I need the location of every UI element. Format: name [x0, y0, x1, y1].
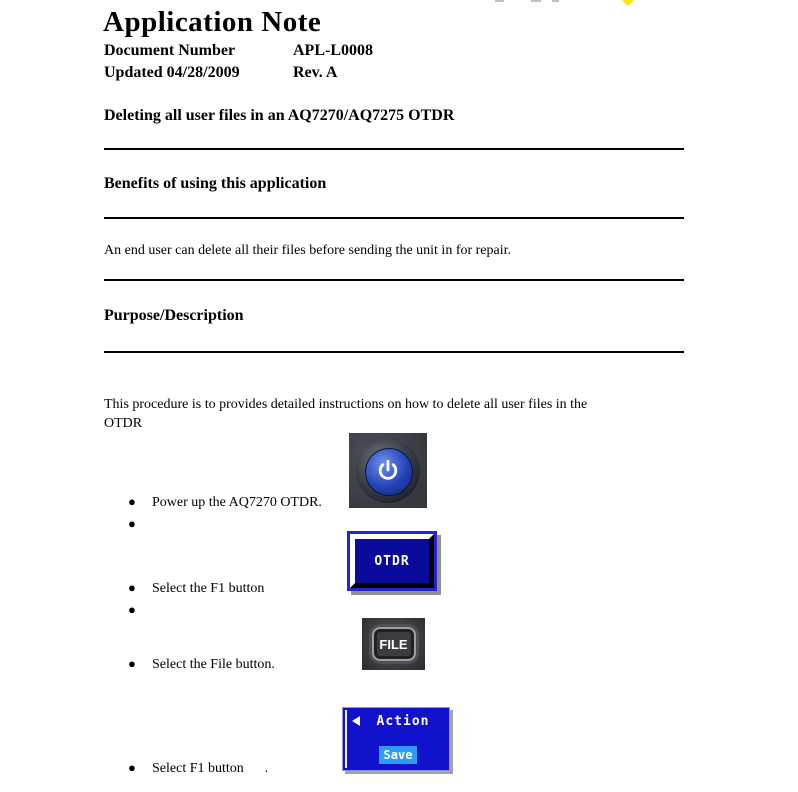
step-label: Power up the AQ7270 OTDR.	[152, 495, 322, 510]
purpose-body-text: This procedure is to provides detailed instructions on how to delete all user files in the OTDR	[104, 397, 588, 431]
power-icon	[375, 458, 401, 484]
divider	[104, 148, 684, 150]
page-edge-fragment	[495, 0, 504, 2]
revision: Rev. A	[293, 64, 338, 81]
action-menu-image	[342, 707, 450, 771]
updated-date: Updated 04/28/2009	[104, 64, 240, 81]
list-item	[128, 760, 268, 777]
divider	[104, 217, 684, 219]
bullet-icon: ●	[128, 494, 136, 509]
bullet-icon: ●	[128, 602, 136, 617]
logo-fragment-icon	[622, 0, 634, 6]
page-edge-fragment	[531, 0, 541, 2]
page-title: Application Note	[103, 6, 322, 38]
page-edge-fragment	[552, 0, 559, 2]
list-item	[128, 494, 322, 511]
step-label: Select F1 button .	[152, 761, 269, 776]
file-key-image	[362, 618, 425, 670]
file-key-cap	[372, 627, 416, 661]
divider	[104, 351, 684, 353]
otdr-softkey-label: OTDR	[374, 553, 410, 569]
list-item	[128, 602, 152, 619]
otdr-softkey-bevel	[350, 534, 434, 588]
action-menu-title: Action	[376, 714, 430, 729]
list-item	[128, 580, 264, 597]
bullet-icon: ●	[128, 580, 136, 595]
list-item	[128, 656, 275, 673]
save-menu-item-label: Save	[383, 748, 413, 762]
document-subject: Deleting all user files in an AQ7270/AQ7275 OTDR	[104, 107, 455, 124]
save-menu-item	[379, 746, 417, 764]
power-button-image	[349, 433, 427, 508]
otdr-softkey-image	[347, 531, 437, 591]
section-heading-purpose: Purpose/Description	[104, 307, 244, 324]
bullet-icon: ●	[128, 760, 136, 775]
list-item	[128, 516, 152, 533]
step-label: Select the F1 button	[152, 581, 265, 596]
benefits-body-text: An end user can delete all their files before sending the unit in for repair.	[104, 243, 512, 258]
bullet-icon: ●	[128, 516, 136, 531]
doc-number-label: Document Number	[104, 42, 236, 59]
file-key-label: FILE	[379, 636, 408, 652]
divider	[104, 279, 684, 281]
step-label: Select the File button.	[152, 657, 275, 672]
bullet-icon: ●	[128, 656, 136, 671]
doc-number-value: APL-L0008	[293, 42, 373, 59]
section-heading-benefits: Benefits of using this application	[104, 175, 327, 192]
